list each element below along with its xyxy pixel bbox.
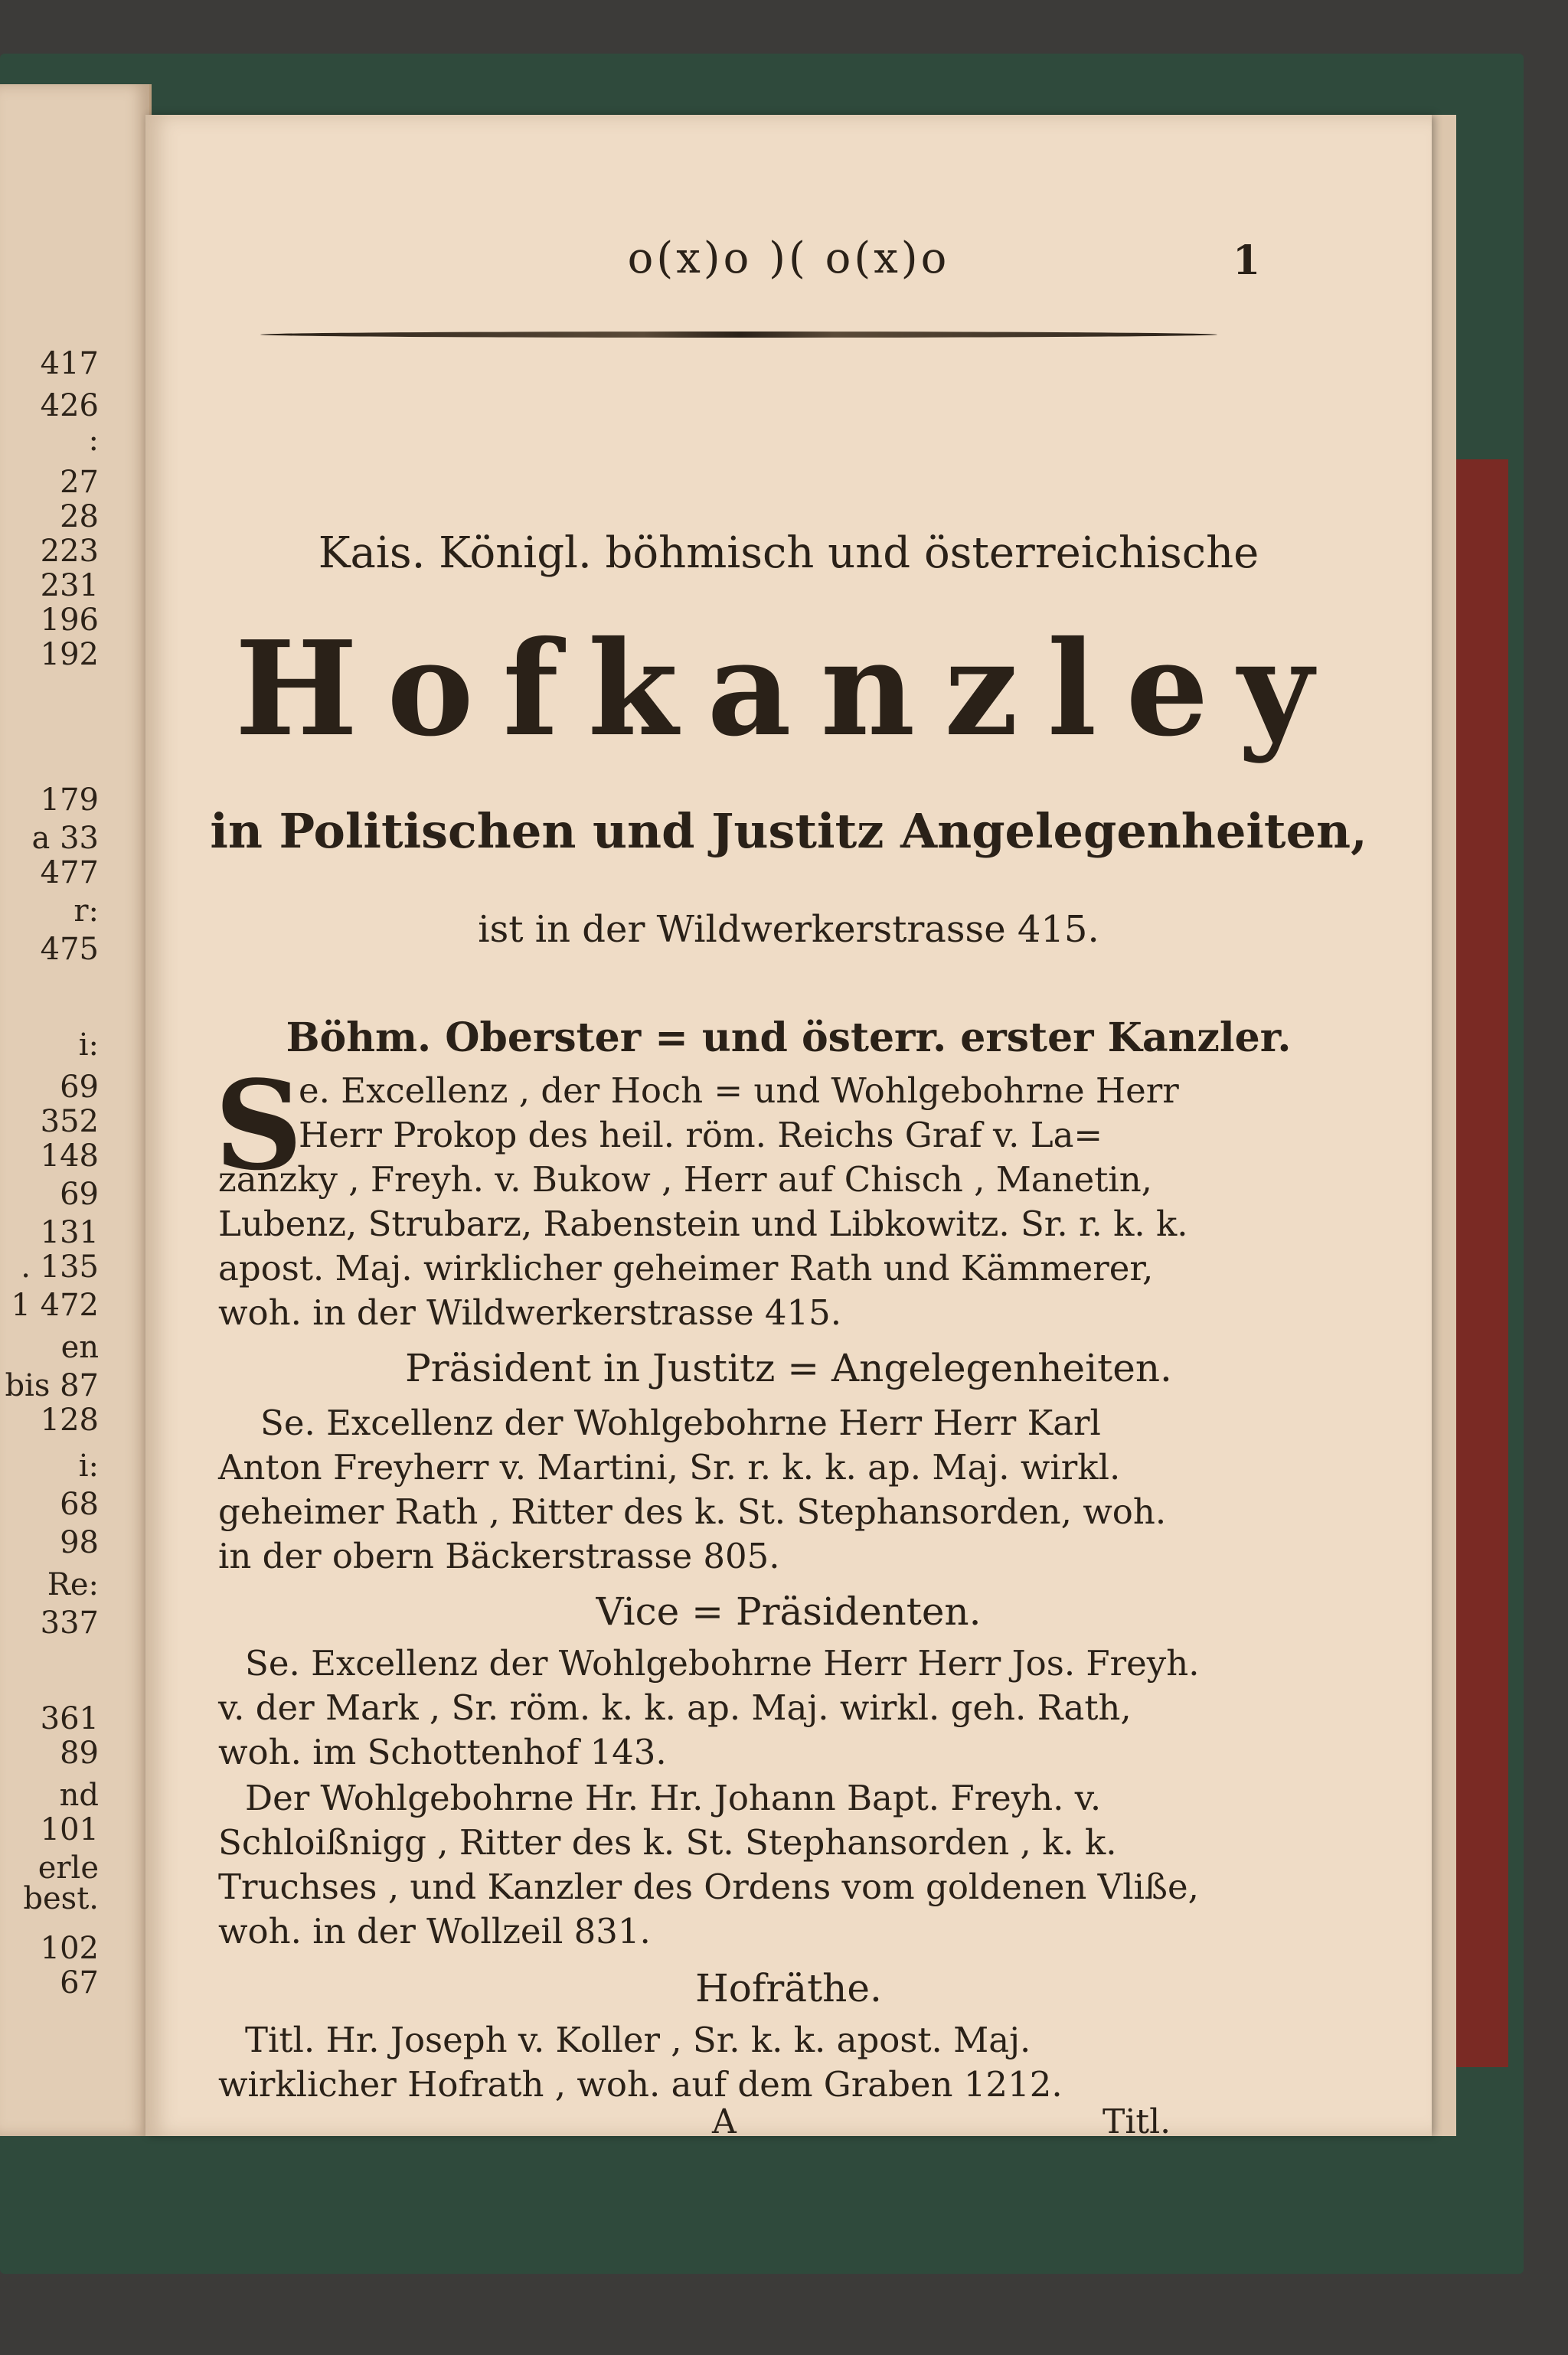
left-page-number: 131 (40, 1215, 99, 1250)
left-page-number: en (60, 1330, 99, 1365)
heading-president: Präsident in Justitz = Angelegenheiten. (405, 1346, 1172, 1390)
left-page-number: 179 (40, 782, 99, 818)
vice-line: Schloißnigg , Ritter des k. St. Stephansorden , k. k. (218, 1822, 1117, 1863)
left-page-number: 352 (40, 1104, 99, 1139)
left-page-number: 223 (40, 534, 99, 569)
left-page (0, 84, 152, 2136)
left-page-number: . 135 (21, 1249, 99, 1285)
heading-vice-presidents: Vice = Präsidenten. (596, 1589, 982, 1634)
left-page-number: erle (38, 1850, 99, 1886)
heading-chancellor: Böhm. Oberster = und österr. erster Kanzler. (286, 1014, 1292, 1061)
left-page-number: 426 (40, 388, 99, 423)
left-page-number: 192 (40, 637, 99, 672)
left-page-number: 102 (40, 1931, 99, 1966)
president-line: Anton Freyherr v. Martini, Sr. r. k. k. ap. Maj. wirkl. (218, 1447, 1121, 1488)
left-page-number: 98 (60, 1525, 99, 1560)
councillor-line: Titl. Hr. Joseph v. Koller , Sr. k. k. apost. Maj. (245, 2020, 1031, 2060)
left-page-number: 1 472 (11, 1288, 99, 1323)
right-page (145, 115, 1432, 2141)
left-page-number: 28 (60, 499, 99, 534)
president-line: geheimer Rath , Ritter des k. St. Stephansorden, woh. (218, 1491, 1167, 1532)
left-page-number: 196 (40, 603, 99, 638)
vice-line: Se. Excellenz der Wohlgebohrne Herr Herr Jos. Freyh. (245, 1643, 1200, 1684)
left-page-number: 89 (60, 1736, 99, 1771)
page-number: 1 (1233, 237, 1261, 284)
catchword: Titl. (1102, 2102, 1171, 2141)
chancellor-line: woh. in der Wildwerkerstrasse 415. (218, 1292, 842, 1333)
left-page-number: 68 (60, 1487, 99, 1522)
vice-line: Truchses , und Kanzler des Ordens vom goldenen Vliße, (218, 1867, 1199, 1907)
left-page-number: 148 (40, 1138, 99, 1174)
left-page-number: best. (23, 1881, 99, 1916)
left-page-number: 67 (60, 1965, 99, 2001)
councillor-line: wirklicher Hofrath , woh. auf dem Graben 1212. (218, 2064, 1063, 2105)
left-page-number: 231 (40, 568, 99, 603)
vice-line: Der Wohlgebohrne Hr. Hr. Johann Bapt. Freyh. v. (245, 1778, 1102, 1818)
left-page-number: 417 (40, 346, 99, 381)
left-page-number: Re: (47, 1567, 99, 1602)
president-line: Se. Excellenz der Wohlgebohrne Herr Herr Karl (260, 1403, 1101, 1443)
vice-line: woh. im Schottenhof 143. (218, 1732, 667, 1772)
left-page-number: a 33 (31, 821, 99, 856)
left-page-number: 101 (40, 1812, 99, 1847)
vice-line: v. der Mark , Sr. röm. k. k. ap. Maj. wirkl. geh. Rath, (218, 1687, 1132, 1728)
left-page-number: i: (78, 1027, 99, 1063)
left-page-number: 337 (40, 1605, 99, 1641)
chancellor-line: Lubenz, Strubarz, Rabenstein und Libkowitz. Sr. r. k. k. (218, 1204, 1188, 1244)
left-page-number: : (88, 423, 99, 458)
header-ornament: o(x)o )( o(x)o (627, 234, 950, 283)
left-page-number: nd (59, 1778, 99, 1813)
chancellor-line: Herr Prokop des heil. röm. Reichs Graf v. La= (299, 1115, 1103, 1155)
subtitle: Kais. Königl. böhmisch und österreichische (318, 528, 1259, 578)
left-page-number: 69 (60, 1177, 99, 1212)
chancellor-line: zanzky , Freyh. v. Bukow , Herr auf Chisch , Manetin, (218, 1159, 1152, 1200)
left-page-number: 475 (40, 932, 99, 967)
left-page-number: 361 (40, 1701, 99, 1736)
header-rule (260, 332, 1217, 338)
page-title: Hofkanzley (234, 612, 1343, 766)
left-page-number: i: (78, 1449, 99, 1484)
drop-cap: S (214, 1053, 303, 1197)
left-page-number: r: (74, 893, 99, 929)
left-page-number: 477 (40, 855, 99, 890)
left-page-number: 128 (40, 1403, 99, 1438)
left-page-number: 69 (60, 1070, 99, 1105)
chancellor-line: e. Excellenz , der Hoch = und Wohlgebohrne Herr (299, 1070, 1179, 1111)
address-line: ist in der Wildwerkerstrasse 415. (478, 908, 1099, 951)
signature-mark: A (712, 2102, 737, 2141)
vice-line: woh. in der Wollzeil 831. (218, 1911, 651, 1952)
left-page-number: 27 (60, 465, 99, 500)
president-line: in der obern Bäckerstrasse 805. (218, 1536, 780, 1576)
chancellor-line: apost. Maj. wirklicher geheimer Rath und Kämmerer, (218, 1248, 1154, 1289)
title-line-2: in Politischen und Justitz Angelegenheiten, (210, 803, 1367, 859)
heading-councillors: Hofräthe. (695, 1966, 882, 2010)
left-page-number: bis 87 (5, 1368, 99, 1403)
